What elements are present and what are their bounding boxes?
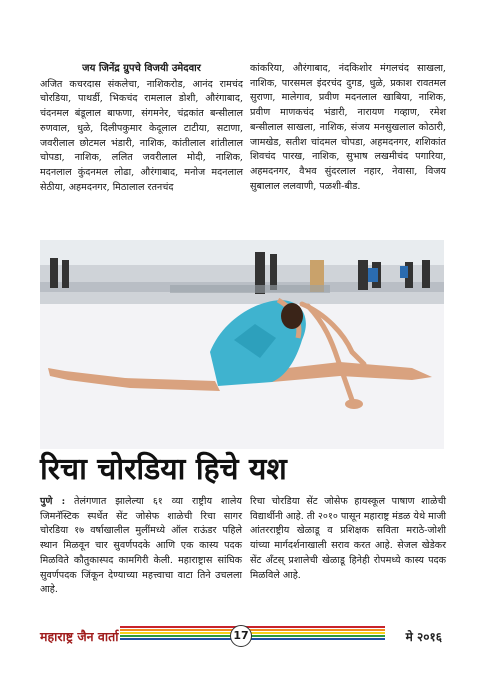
article-right-column: [250, 495, 446, 583]
section-heading: जय जिनेंद्र ग्रुपचे विजयी उमेदवार: [82, 63, 201, 74]
article-text-right: रिचा चोरडिया सेंट जोसेफ हायस्कूल पाषाण शाळेची विद्यार्थीनी आहे. ती २०१० पासून महाराष्ट्र मंडळ येथे माजी आंतरराष्ट्रीय खेळाडू व प्रशिक्षक सविता मराठे-जोशी यांच्या मार्गदर्शनाखाली सराव करत आहे. सेजल खेडेकर सेंट ॲंटस् प्रशालेची खेळाडू हिनेही रोपमध्ये कास्य पदक मिळविले आहे.: [250, 496, 446, 581]
stripe-orange: [120, 629, 385, 631]
dateline: पुणे :: [40, 496, 66, 507]
winners-list-left: अजित कचरदास संकलेचा, नाशिकरोड, आनंद रामचंद चोरडिया, पाथर्डी, भिकचंद रामलाल डोशी, औरंगाबाद, चंदनमल बंडूलाल बाफणा, संगमनेर, चंद्रकांत बन्सीलाल रुणवाल, धुळे, दिलीपकुमार केदूलाल टाटीया, सटाणा, जवरीलाल छोटमल भंडारी, नाशिक, कांतीलाल शांतीलाल चोपडा, नाशिक, ललित जवरीलाल मोदी, नाशिक, मदनलाल कुंदनमल लोढा, औरंगाबाद, मनोज मदनलाल सेठीया, अहमदनगर, मिठालाल रतनचंद: [40, 78, 243, 193]
publication-name: महाराष्ट्र जैन वार्ता: [40, 629, 119, 644]
top-right-column: [250, 62, 446, 194]
article-left-column: [40, 495, 242, 598]
winners-list-right: कांकरिया, औरंगाबाद, नंदकिशोर मंगलचंद साखला, नाशिक, पारसमल इंदरचंद दुगड, धुळे, प्रकाश रावतमल सुराणा, मालेगाव, प्रवीण मदनलाल खाबिया, नाशिक, प्रवीण माणकचंद भंडारी, नारायण गव्हाण, रमेश बन्सीलाल साखला, नाशिक, संजय मनसुखलाल कोठारी, जामखेड, सतीश चांदमल चोपडा, अहमदनगर, शशिकांत शिवचंद पारख, नाशिक, सुभाष लखमीचंद पगारिया, अहमदनगर, वैभव सुंदरलाल नहार, नेवासा, विजय सुबालाल ललवाणी, पळशी-बीड.: [250, 63, 446, 192]
article-text-left: तेलंगणात झालेल्या ६१ व्या राष्ट्रीय शालेय जिमनॅस्टिक स्पर्धेत सेंट जोसेफ शाळेची रिचा सागर चोरडिया १७ वर्षाखालील मुलींमध्ये ऑल राऊंडर पहिले स्थान मिळवून चार सुवर्णपदके आणि एक कास्य पदक मिळविते कौतुकास्पद कामगिरी केली. महाराष्ट्रास सांघिक सुवर्णपदक जिंकून देण्याच्या महत्त्वाचा वाटा तिने उचलला आहे.: [40, 496, 242, 596]
gymnast-photo: [40, 240, 444, 449]
stripe-yellow: [120, 632, 385, 634]
page-number: 17: [230, 625, 252, 647]
stripe-green: [120, 635, 385, 637]
article-title: रिचा चोरडिया हिचे यश: [40, 452, 287, 487]
issue-date: मे २०१६: [405, 630, 442, 644]
gymnast-photo-illustration: [40, 240, 444, 449]
stripe-blue: [120, 638, 385, 640]
top-left-column: [40, 62, 243, 195]
stripe-red: [120, 626, 385, 628]
